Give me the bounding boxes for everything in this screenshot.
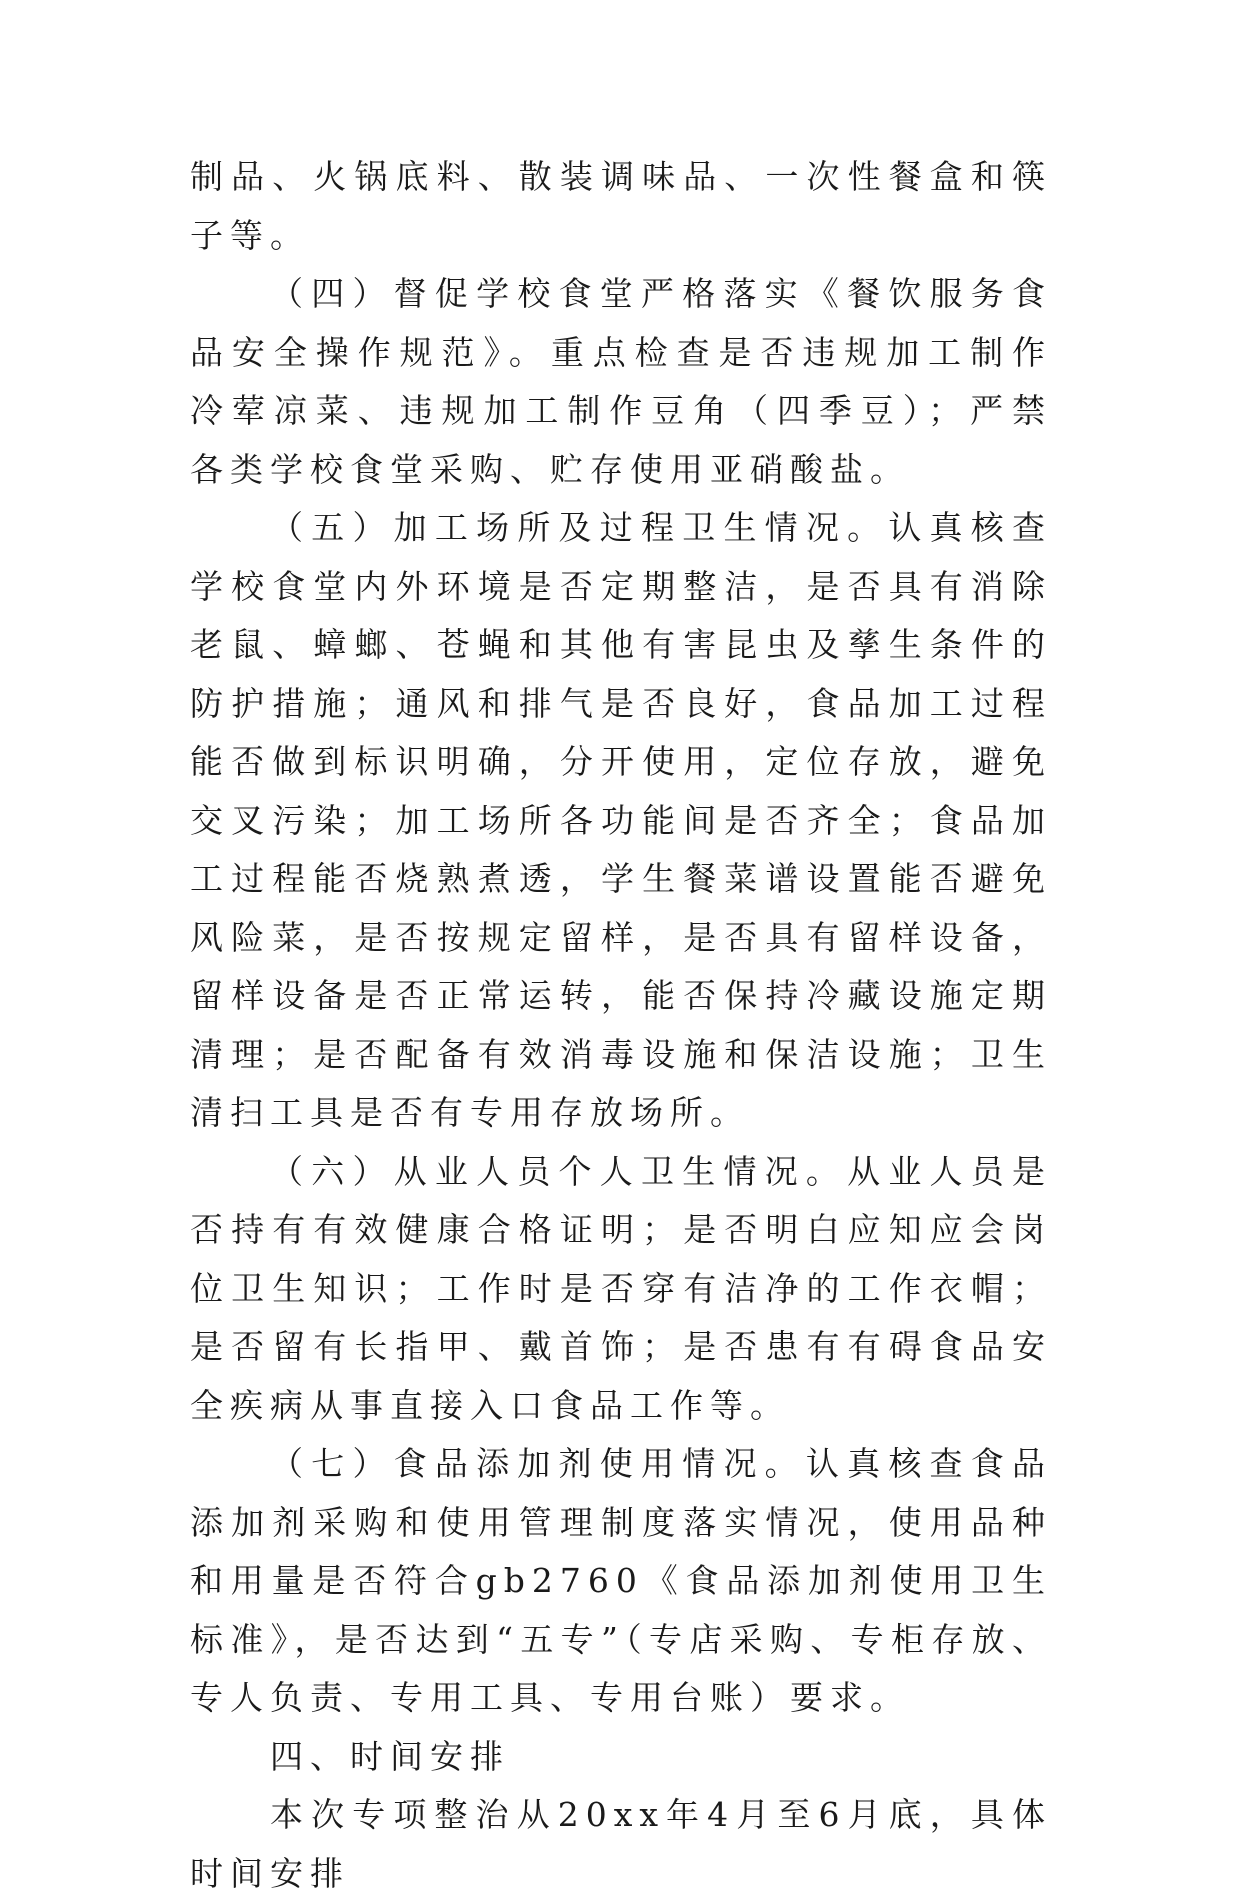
paragraph-item-7: （七）食品添加剂使用情况。认真核查食品添加剂采购和使用管理制度落实情况，使用品种和用量是否符合gb2760《食品添加剂使用卫生标准》，是否达到“五专”（专店采购、专柜存放、专人负责、专用工具、专用台账）要求。 (190, 1444, 1052, 1717)
section-heading-schedule: 四、时间安排 (270, 1736, 510, 1776)
paragraph-item-6: （六）从业人员个人卫生情况。从业人员是否持有有效健康合格证明；是否明白应知应会岗位卫生知识；工作时是否穿有洁净的工作衣帽；是否留有长指甲、戴首饰；是否患有有碍食品安全疾病从事直接入口食品工作等。 (190, 1151, 1052, 1425)
paragraph-item-4: （四）督促学校食堂严格落实《餐饮服务食品安全操作规范》。重点检查是否违规加工制作冷荤凉菜、违规加工制作豆角（四季豆）；严禁各类学校食堂采购、贮存使用亚硝酸盐。 (190, 274, 1052, 489)
paragraph-schedule: 本次专项整治从20xx年4月至6月底，具体时间安排 (190, 1795, 1052, 1893)
paragraph-item-5: （五）加工场所及过程卫生情况。认真核查学校食堂内外环境是否定期整洁，是否具有消除老鼠、蟑螂、苍蝇和其他有害昆虫及孳生条件的防护措施；通风和排气是否良好，食品加工过程能否做到标识明确，分开使用，定位存放，避免交叉污染；加工场所各功能间是否齐全；食品加工过程能否烧熟煮透，学生餐菜谱设置能否避免风险菜，是否按规定留样，是否具有留样设备，留样设备是否正常运转，能否保持冷藏设施定期清理；是否配备有效消毒设施和保洁设施；卫生清扫工具是否有专用存放场所。 (190, 508, 1052, 1132)
paragraph-continuation: 制品、火锅底料、散装调味品、一次性餐盒和筷子等。 (190, 157, 1052, 255)
document-page (190, 148, 1052, 1903)
